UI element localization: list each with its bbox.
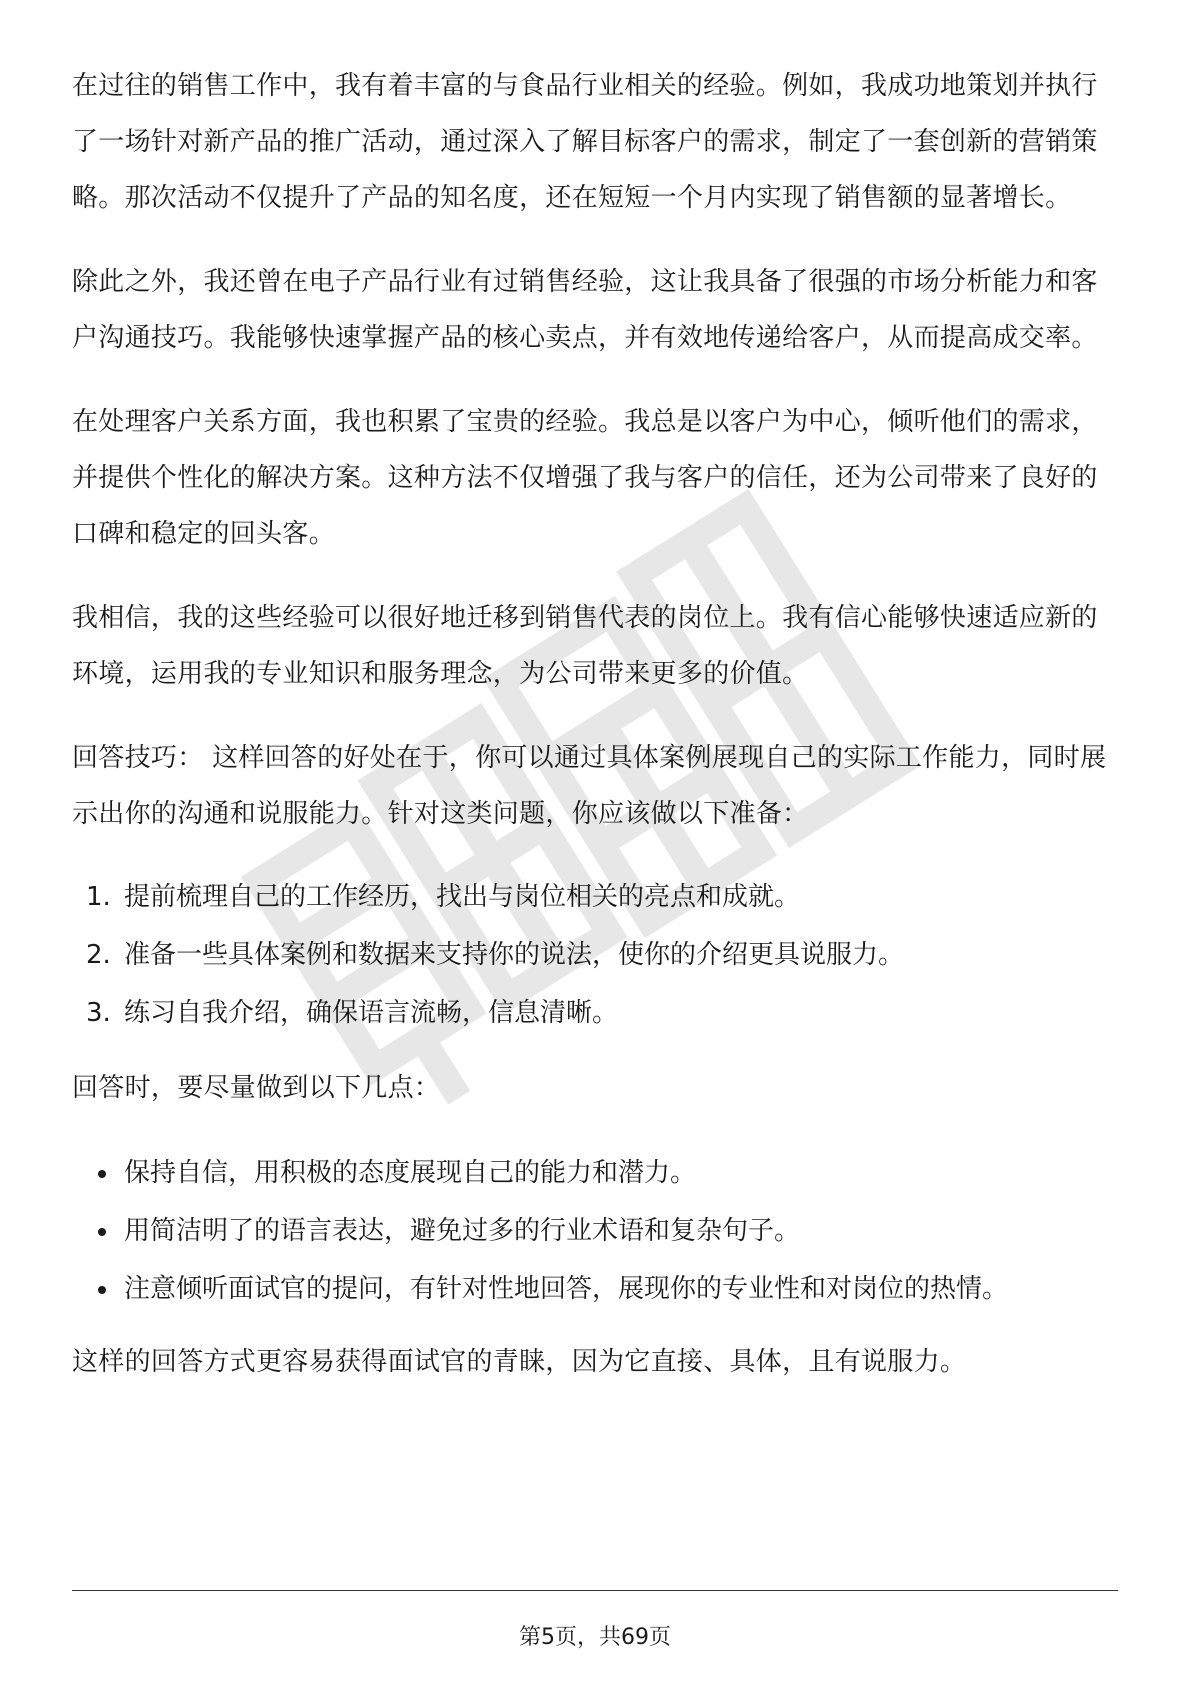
paragraph-customer-relations: 在处理客户关系方面，我也积累了宝贵的经验。我总是以客户为中心，倾听他们的需求，并提供个性化的解决方案。这种方法不仅增强了我与客户的信任，还为公司带来了良好的口碑和稳定的回头客。 <box>72 407 1098 549</box>
paragraph-food-experience: 在过往的销售工作中，我有着丰富的与食品行业相关的经验。例如，我成功地策划并执行了一场针对新产品的推广活动，通过深入了解目标客户的需求，制定了一套创新的营销策略。那次活动不仅提升了产品的知名度，还在短短一个月内实现了销售额的显著增长。 <box>72 71 1098 213</box>
closing-paragraph: 这样的回答方式更容易获得面试官的青睐，因为它直接、具体，且有说服力。 <box>72 1347 967 1377</box>
list-item-text: 提前梳理自己的工作经历，找出与岗位相关的亮点和成就。 <box>124 882 801 912</box>
list-number: 1. <box>86 882 111 912</box>
bullet-icon <box>98 1286 106 1294</box>
list-item <box>72 868 1118 926</box>
list-item-text: 注意倾听面试官的提问，有针对性地回答，展现你的专业性和对岗位的热情。 <box>124 1274 1009 1304</box>
paragraph-transfer-skills: 我相信，我的这些经验可以很好地迁移到销售代表的岗位上。我有信心能够快速适应新的环境，运用我的专业知识和服务理念，为公司带来更多的价值。 <box>72 603 1098 689</box>
list-item-text: 用简洁明了的语言表达，避免过多的行业术语和复杂句子。 <box>124 1216 801 1246</box>
bullet-icon <box>98 1170 106 1178</box>
paragraph-electronics-experience: 除此之外，我还曾在电子产品行业有过销售经验，这让我具备了很强的市场分析能力和客户沟通技巧。我能够快速掌握产品的核心卖点，并有效地传递给客户，从而提高成交率。 <box>72 267 1098 353</box>
document-body <box>72 58 1118 1418</box>
footer-divider <box>72 1590 1118 1591</box>
list-number: 2. <box>86 940 111 970</box>
page-number: 第5页，共69页 <box>519 1625 671 1650</box>
list-item-text: 练习自我介绍，确保语言流畅，信息清晰。 <box>124 998 619 1028</box>
answer-tips-text: 这样回答的好处在于，你可以通过具体案例展现自己的实际工作能力，同时展示出你的沟通和说服能力。针对这类问题，你应该做以下准备： <box>72 743 1107 829</box>
list-item-text: 准备一些具体案例和数据来支持你的说法，使你的介绍更具说服力。 <box>124 940 905 970</box>
answer-intro: 回答时，要尽量做到以下几点： <box>72 1073 441 1103</box>
list-item <box>72 926 1118 984</box>
bullet-icon <box>98 1228 106 1236</box>
preparation-list <box>72 868 1118 1042</box>
list-item-text: 保持自信，用积极的态度展现自己的能力和潜力。 <box>124 1158 697 1188</box>
list-item <box>72 1202 1118 1260</box>
answer-points-list <box>72 1144 1118 1318</box>
list-item <box>72 1260 1118 1318</box>
list-item <box>72 1144 1118 1202</box>
list-item <box>72 984 1118 1042</box>
answer-tips-label: 回答技巧： <box>72 743 204 773</box>
list-number: 3. <box>86 998 111 1028</box>
answer-tips-paragraph <box>72 730 1118 842</box>
